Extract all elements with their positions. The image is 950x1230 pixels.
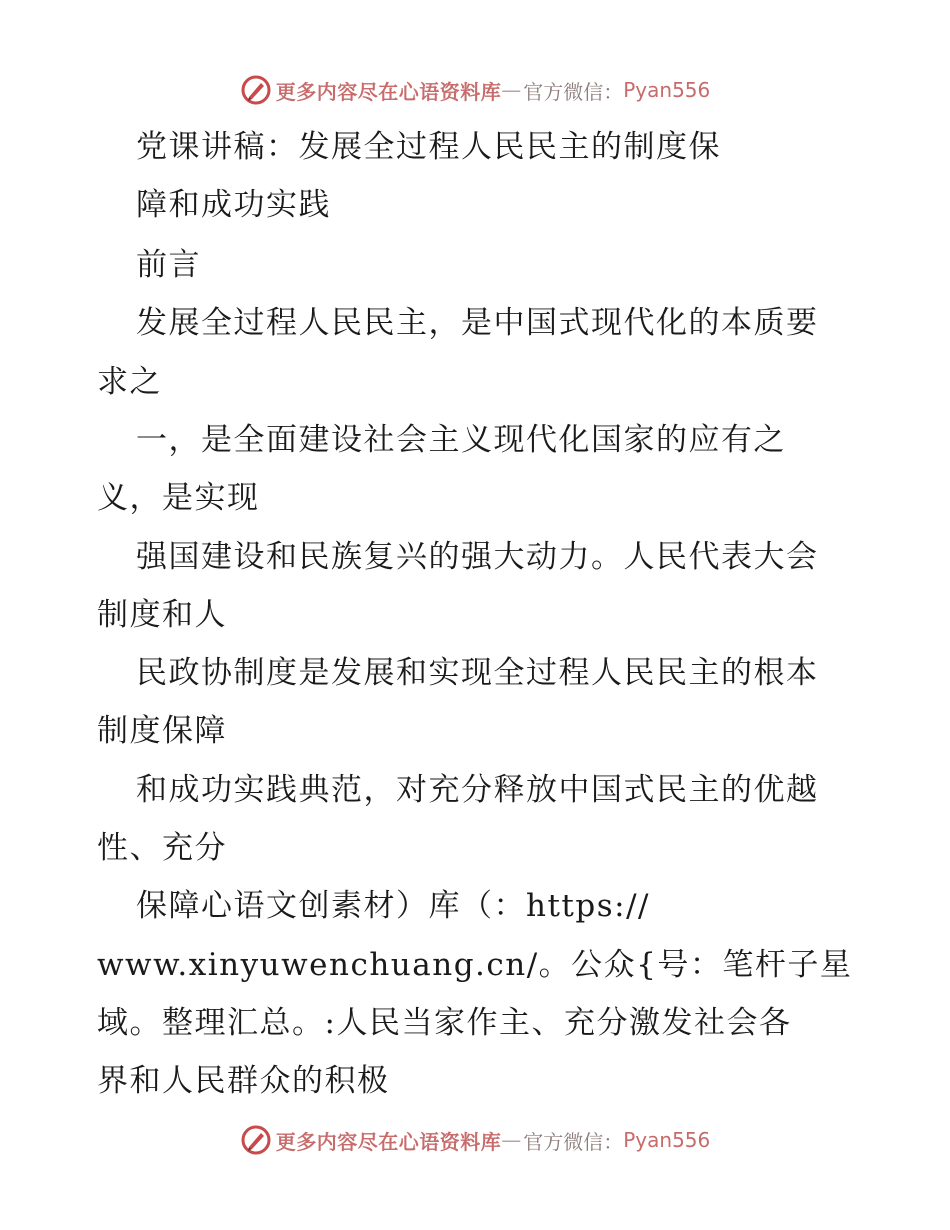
body-line: 一，是全面建设社会主义现代化国家的应有之: [136, 422, 786, 458]
body-line: 性、充分: [97, 830, 227, 866]
body-line-url: www.xinyuwenchuang.cn/。公众{号：笔杆子星: [97, 947, 853, 983]
watermark-label: 官方微信：: [523, 79, 624, 104]
body-line: 制度和人: [97, 597, 227, 633]
body-line: 保障心语文创素材）库（：https://: [136, 888, 650, 924]
body-line: 和成功实践典范，对充分释放中国式民主的优越: [136, 772, 819, 808]
title-line-1: 党课讲稿：发展全过程人民民主的制度保: [136, 129, 721, 165]
pen-logo-icon: [240, 1124, 272, 1156]
watermark-main-text: 更多内容尽在心语资料库: [275, 1129, 502, 1154]
pen-logo-icon: [240, 74, 272, 106]
watermark-dash: —: [501, 78, 522, 102]
body-line: 求之: [97, 364, 162, 400]
body-line: 义，是实现: [97, 480, 260, 516]
watermark-dash: —: [501, 1128, 522, 1152]
watermark-main-text: 更多内容尽在心语资料库: [275, 79, 502, 104]
header-watermark: [0, 70, 950, 110]
body-line: 制度保障: [97, 713, 227, 749]
watermark-id: Pyan556: [623, 78, 711, 102]
body-line: 界和人民群众的积极: [97, 1063, 390, 1099]
section-heading-preface: 前言: [136, 247, 201, 283]
body-line: 发展全过程人民民主，是中国式现代化的本质要: [136, 305, 819, 341]
body-line: 域。整理汇总。:人民当家作主、充分激发社会各: [97, 1005, 792, 1041]
watermark-label: 官方微信：: [523, 1129, 624, 1154]
footer-watermark: [0, 1120, 950, 1160]
body-line: 强国建设和民族复兴的强大动力。人民代表大会: [136, 539, 819, 575]
body-line: 民政协制度是发展和实现全过程人民民主的根本: [136, 655, 819, 691]
title-line-2: 障和成功实践: [136, 187, 331, 223]
watermark-id: Pyan556: [623, 1128, 711, 1152]
